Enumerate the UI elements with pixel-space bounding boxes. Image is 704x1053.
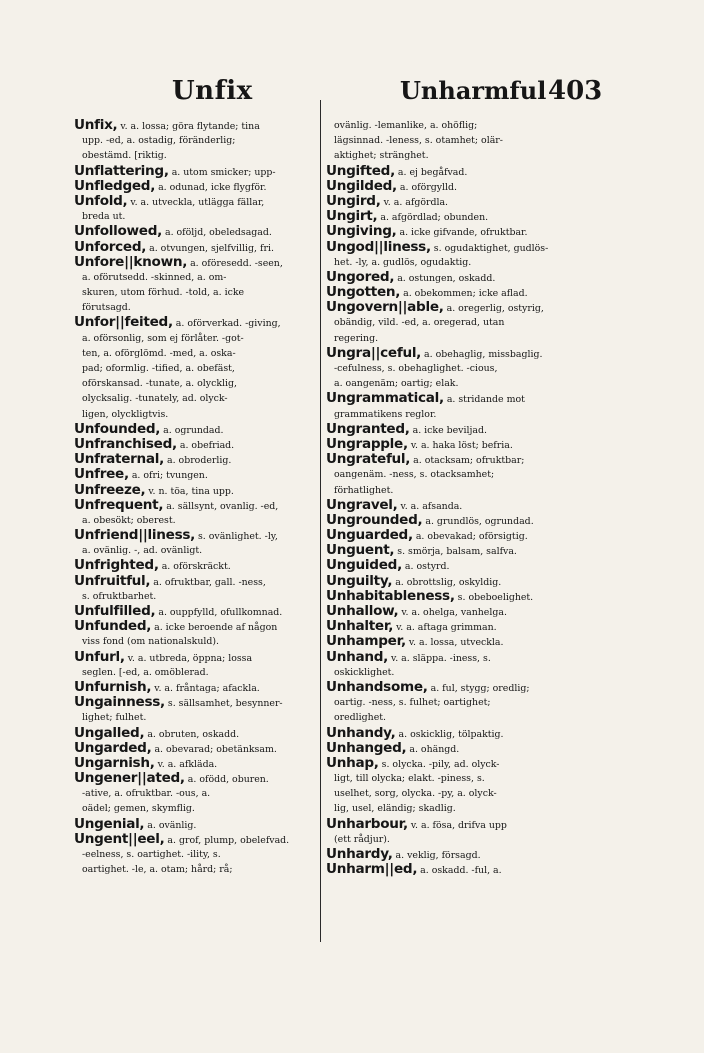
entry-line	[74, 498, 318, 513]
entry-line	[326, 133, 586, 148]
entry-line	[74, 619, 318, 634]
headword: Unfounded,	[74, 421, 161, 437]
definition-text: a. oförskräckt.	[158, 561, 231, 573]
entry-line	[326, 300, 586, 315]
definition-text: a. ostyrd.	[401, 561, 450, 573]
headword: Unfore||known,	[74, 254, 188, 270]
definition-text: v. a. fösa, drifva upp	[407, 819, 507, 831]
definition-text: pad; oformlig. -tified, a. obefäst,	[82, 363, 235, 374]
headword: Ungranted,	[326, 421, 410, 437]
definition-text: a. oskicklig, tölpaktig.	[395, 728, 504, 740]
entry-line	[326, 801, 586, 816]
entry-line	[74, 756, 318, 771]
headword: Unflattering,	[74, 163, 169, 179]
guide-word-left: Unfix	[172, 76, 253, 106]
entry-line	[74, 543, 318, 558]
definition-text: -eelness, s. oartighet. -ility, s.	[82, 849, 221, 860]
definition-text: a. ostungen, oskadd.	[394, 272, 496, 284]
entry-line	[326, 467, 586, 482]
entry-line	[326, 528, 586, 543]
headword: Unhanged,	[326, 740, 407, 756]
headword: Unguarded,	[326, 528, 413, 544]
definition-text: v. a. lossa; göra flytande; tina	[117, 121, 260, 132]
entry-line	[326, 483, 586, 498]
definition-text: v. a. släppa. -iness, s.	[388, 652, 491, 664]
entry-line	[326, 422, 586, 437]
definition-text: v. a. lossa, utveckla.	[405, 637, 504, 649]
entry-line	[326, 270, 586, 285]
headword: Ungotten,	[326, 285, 401, 301]
headword: Unharbour,	[326, 816, 408, 832]
headword: Ungovern||able,	[326, 300, 444, 316]
entry-line	[74, 179, 318, 194]
entry-line	[74, 574, 318, 589]
entry-line	[74, 650, 318, 665]
definition-text: a. grundlös, ogrundad.	[422, 515, 534, 527]
entry-line	[326, 224, 586, 239]
entry-line	[74, 862, 318, 877]
definition-text: breda ut.	[82, 211, 126, 223]
definition-text: a. oregerlig, ostyrig,	[443, 303, 544, 315]
definition-text: a. ofödd, oburen.	[184, 774, 269, 786]
entry-line	[326, 513, 586, 528]
definition-text: a. icke beviljad.	[409, 424, 487, 436]
definition-text: a. oskadd. -ful, a.	[417, 865, 502, 877]
entry-line	[74, 817, 318, 832]
headword: Unfold,	[74, 193, 128, 209]
definition-text: a. oangenäm; oartig; elak.	[334, 378, 459, 390]
headword: Ungent||eel,	[74, 831, 165, 847]
entry-line	[74, 133, 318, 148]
headword: Unharm||ed,	[326, 862, 418, 878]
entry-line	[74, 680, 318, 695]
definition-text: uselhet, sorg, olycka. -py, a. olyck-	[334, 788, 497, 800]
headword: Unfraternal,	[74, 452, 165, 468]
entry-line	[74, 452, 318, 467]
definition-text: -ative, a. ofruktbar. -ous, a.	[82, 788, 211, 800]
definition-text: obestämd. [riktig.	[82, 150, 167, 162]
definition-text: a. ofruktbar, gall. -ness,	[150, 576, 266, 588]
entry-line	[326, 498, 586, 513]
definition-text: förhatlighet.	[334, 484, 394, 496]
headword: Unfranchised,	[74, 436, 177, 452]
definition-text: a. ofri; tvungen.	[128, 470, 208, 482]
entry-line	[74, 847, 318, 862]
headword: Unforced,	[74, 239, 147, 255]
entry-line	[326, 786, 586, 801]
headword: Unguided,	[326, 558, 402, 574]
headword: Unfrighted,	[74, 558, 159, 574]
definition-text: v. n. töa, tina upp.	[145, 485, 234, 497]
column-divider	[320, 100, 321, 942]
definition-text: aktighet; stränghet.	[334, 150, 429, 162]
entry-line	[74, 695, 318, 710]
definition-text: a. otacksam; ofruktbar;	[410, 455, 525, 467]
definition-text: v. a. fråntaga; afackla.	[151, 682, 260, 694]
entry-line	[326, 726, 586, 741]
definition-text: s. olycka. -pily, ad. olyck-	[378, 758, 500, 770]
entry-line	[74, 118, 318, 133]
definition-text: het. -ly, a. gudlös, ogudaktig.	[334, 256, 472, 268]
entry-line	[326, 437, 586, 452]
headword: Unfrequent,	[74, 497, 164, 513]
definition-text: upp. -ed, a. ostadig, föränderlig;	[82, 135, 236, 147]
definition-text: olycksalig. -tunately, ad. olyck-	[82, 393, 228, 405]
definition-text: v. a. afsanda.	[397, 500, 463, 512]
entry-line	[74, 391, 318, 406]
definition-text: oädel; gemen, skymflig.	[82, 803, 195, 815]
headword: Unhand,	[326, 649, 389, 665]
definition-text: a. icke beroende af någon	[151, 622, 278, 634]
entry-line	[326, 361, 586, 376]
definition-text: v. a. ohelga, vanhelga.	[398, 607, 507, 618]
page-header	[0, 76, 704, 112]
headword: Unfulfilled,	[74, 604, 156, 619]
entry-line	[326, 862, 586, 877]
definition-text: seglen. [-ed, a. omöblerad.	[82, 666, 209, 678]
definition-text: oartighet. -le, a. otam; hård; rå;	[82, 864, 233, 876]
entry-line	[326, 680, 586, 695]
definition-text: viss fond (om nationalskuld).	[82, 636, 220, 648]
entry-line	[74, 148, 318, 163]
entry-line	[326, 194, 586, 209]
headword: Ungrapple,	[326, 436, 408, 452]
headword: Unhandsome,	[326, 679, 428, 695]
entry-line	[326, 817, 586, 832]
definition-text: regering.	[334, 332, 379, 344]
headword: Unfledged,	[74, 178, 156, 194]
entry-line	[74, 361, 318, 376]
definition-text: oförskansad. -tunate, a. olycklig,	[82, 378, 237, 390]
headword: Ungod||liness,	[326, 239, 431, 255]
entry-line	[326, 255, 586, 270]
definition-text: a. otvungen, sjelfvillig, fri.	[146, 242, 274, 254]
definition-text: lägsinnad. -leness, s. otamhet; olär-	[334, 135, 503, 147]
definition-text: a. ovänlig.	[144, 819, 197, 831]
headword: Ungrammatical,	[326, 391, 444, 407]
definition-text: v. a. utbreda, öppna; lossa	[124, 652, 253, 664]
entry-line	[74, 331, 318, 346]
definition-text: a. obrottslig, oskyldig.	[392, 576, 502, 588]
headword: Unguilty,	[326, 573, 393, 589]
headword: Unhallow,	[326, 604, 399, 619]
entry-line	[74, 285, 318, 300]
definition-text: ovänlig. -lemanlike, a. ohöflig;	[334, 120, 478, 131]
entry-line	[326, 756, 586, 771]
headword: Ungarded,	[74, 740, 152, 756]
definition-text: a. odunad, icke flygför.	[155, 181, 267, 193]
headword: Unfriend||liness,	[74, 528, 196, 544]
entry-line	[326, 148, 586, 163]
definition-text: a. grof, plump, obelefvad.	[164, 834, 290, 846]
entry-line	[74, 634, 318, 649]
entry-line	[326, 118, 586, 133]
headword: Unhabitableness,	[326, 588, 455, 604]
definition-text: a. ful, stygg; oredlig;	[427, 682, 530, 694]
entry-line	[74, 407, 318, 422]
definition-text: s. smörja, balsam, salfva.	[394, 546, 517, 558]
entry-line	[74, 513, 318, 528]
headword: Unfollowed,	[74, 224, 162, 240]
entry-line	[74, 300, 318, 315]
entry-line	[326, 695, 586, 710]
entry-line	[326, 634, 586, 649]
headword: Unfreeze,	[74, 482, 146, 498]
definition-text: s. sällsamhet, besynner-	[164, 698, 283, 710]
headword: Unfurl,	[74, 649, 125, 665]
headword: Unfurnish,	[74, 679, 152, 695]
entry-line	[74, 467, 318, 482]
definition-text: s. obeboelighet.	[454, 591, 534, 603]
entry-line	[74, 376, 318, 391]
entry-line	[74, 771, 318, 786]
entry-line	[74, 346, 318, 361]
entry-line	[74, 209, 318, 224]
headword: Ungener||ated,	[74, 771, 185, 787]
entry-line	[326, 179, 586, 194]
entry-line	[74, 741, 318, 756]
entry-line	[326, 741, 586, 756]
entry-line	[74, 665, 318, 680]
definition-text: a. stridande mot	[443, 394, 525, 406]
entry-line	[326, 604, 586, 619]
definition-text: oartig. -ness, s. fulhet; oartighet;	[334, 697, 491, 709]
definition-text: a. utom smicker; upp-	[168, 166, 276, 178]
headword: Unhalter,	[326, 619, 394, 635]
definition-text: oangenäm. -ness, s. otacksamhet;	[334, 469, 495, 481]
entry-line	[326, 452, 586, 467]
headword: Unfunded,	[74, 619, 152, 635]
headword: Ungiving,	[326, 224, 397, 240]
entry-line	[326, 315, 586, 330]
entry-line	[326, 543, 586, 558]
definition-text: obändig, vild. -ed, a. oregerad, utan	[334, 317, 505, 329]
definition-text: a. oföresedd. -seen,	[187, 257, 283, 269]
headword: Unguent,	[326, 543, 395, 559]
headword: Ungird,	[326, 193, 381, 209]
definition-text: a. oförsonlig, som ej förlåter. -got-	[82, 332, 244, 344]
entry-line	[74, 726, 318, 741]
entry-line	[74, 710, 318, 725]
definition-text: v. a. haka löst; befria.	[407, 439, 513, 451]
entry-line	[326, 391, 586, 406]
entry-line	[326, 832, 586, 847]
headword: Ungalled,	[74, 725, 145, 741]
entry-line	[74, 558, 318, 573]
definition-text: a. ouppfylld, ofullkomnad.	[155, 607, 283, 618]
entry-line	[74, 315, 318, 330]
right-column	[326, 118, 586, 877]
page-number: 403	[548, 76, 603, 106]
definition-text: s. ogudaktighet, gudlös-	[430, 242, 549, 254]
definition-text: a. obehaglig, missbaglig.	[421, 348, 543, 360]
definition-text: s. ofruktbarhet.	[82, 590, 157, 602]
definition-text: a. obekommen; icke aflad.	[400, 288, 528, 300]
entry-line	[74, 437, 318, 452]
definition-text: a. veklig, försagd.	[392, 850, 481, 861]
entry-line	[326, 164, 586, 179]
entry-line	[326, 665, 586, 680]
definition-text: a. obruten, oskadd.	[144, 728, 240, 740]
entry-line	[326, 847, 586, 862]
definition-text: förutsagd.	[82, 302, 131, 314]
headword: Ungirt,	[326, 209, 378, 225]
entry-line	[326, 619, 586, 634]
headword: Unhardy,	[326, 847, 393, 862]
headword: Ungainness,	[74, 695, 165, 711]
entry-line	[74, 240, 318, 255]
headword: Ungrateful,	[326, 452, 411, 468]
entry-line	[74, 589, 318, 604]
guide-word-right: Unharmful	[400, 76, 547, 105]
headword: Ungenial,	[74, 816, 145, 832]
definition-text: lighet; fulhet.	[82, 712, 147, 724]
headword: Unhandy,	[326, 725, 396, 741]
definition-text: a. ej begåfvad.	[394, 166, 468, 178]
headword: Ungilded,	[326, 178, 397, 194]
entry-line	[326, 240, 586, 255]
entry-line	[74, 224, 318, 239]
entry-line	[326, 209, 586, 224]
entry-line	[326, 650, 586, 665]
headword: Unfruitful,	[74, 573, 151, 589]
definition-text: ligen, olyckligtvis.	[82, 408, 169, 420]
definition-text: v. a. aftaga grimman.	[393, 622, 497, 634]
definition-text: s. ovänlighet. -ly,	[195, 531, 278, 543]
definition-text: a. oförverkad. -giving,	[172, 318, 281, 330]
definition-text: ten, a. oförglömd. -med, a. oska-	[82, 347, 236, 359]
headword: Ungra||ceful,	[326, 345, 422, 361]
entry-line	[326, 407, 586, 422]
headword: Ungored,	[326, 269, 395, 285]
headword: Unfix,	[74, 118, 118, 133]
entry-line	[74, 164, 318, 179]
entry-line	[326, 285, 586, 300]
entry-line	[326, 346, 586, 361]
definition-text: a. ogrundad.	[160, 424, 224, 436]
entry-line	[326, 331, 586, 346]
entry-line	[326, 710, 586, 725]
definition-text: (ett rådjur).	[334, 833, 390, 845]
entry-line	[326, 558, 586, 573]
definition-text: a. obefriad.	[176, 439, 235, 451]
entry-line	[74, 194, 318, 209]
entry-line	[74, 255, 318, 270]
headword: Ungravel,	[326, 497, 398, 513]
definition-text: a. sällsynt, ovanlig. -ed,	[163, 500, 279, 512]
entry-line	[74, 483, 318, 498]
headword: Unfor||feited,	[74, 315, 173, 331]
entry-line	[74, 801, 318, 816]
definition-text: a. icke gifvande, ofruktbar.	[396, 227, 528, 239]
headword: Ungifted,	[326, 163, 395, 179]
definition-text: a. ohängd.	[406, 743, 460, 755]
definition-text: grammatikens reglor.	[334, 408, 437, 420]
definition-text: a. oförgylld.	[396, 181, 457, 193]
entry-line	[74, 270, 318, 285]
definition-text: v. a. afkläda.	[154, 758, 218, 770]
definition-text: a. oförutsedd. -skinned, a. om-	[82, 271, 227, 283]
entry-line	[326, 771, 586, 786]
left-column	[74, 118, 318, 877]
definition-text: v. a. utveckla, utlägga fällar,	[127, 196, 265, 208]
entry-line	[74, 786, 318, 801]
definition-text: oredlighet.	[334, 712, 387, 724]
definition-text: a. obevakad; oförsigtig.	[412, 531, 528, 543]
definition-text: -cefulness, s. obehaglighet. -cious,	[334, 363, 498, 374]
headword: Unhamper,	[326, 634, 406, 650]
definition-text: a. obroderlig.	[164, 455, 232, 467]
definition-text: v. a. afgördla.	[380, 196, 449, 208]
definition-text: lig, usel, eländig; skadlig.	[334, 803, 456, 815]
headword: Ungarnish,	[74, 755, 155, 771]
entry-line	[74, 528, 318, 543]
definition-text: a. ovänlig. -, ad. ovänligt.	[82, 545, 203, 557]
definition-text: a. oföljd, obeledsagad.	[162, 227, 272, 239]
entry-line	[326, 574, 586, 589]
entry-line	[74, 422, 318, 437]
definition-text: a. afgördlad; obunden.	[377, 212, 489, 224]
headword: Unhap,	[326, 755, 379, 771]
entry-line	[74, 604, 318, 619]
headword: Unfree,	[74, 467, 129, 483]
definition-text: a. obesökt; oberest.	[82, 514, 176, 526]
entry-line	[74, 832, 318, 847]
entry-line	[326, 589, 586, 604]
definition-text: skuren, utom förhud. -told, a. icke	[82, 287, 245, 299]
headword: Ungrounded,	[326, 512, 423, 528]
definition-text: a. obevarad; obetänksam.	[151, 743, 277, 755]
definition-text: ligt, till olycka; elakt. -piness, s.	[334, 773, 485, 785]
definition-text: oskicklighet.	[334, 666, 395, 678]
entry-line	[326, 376, 586, 391]
